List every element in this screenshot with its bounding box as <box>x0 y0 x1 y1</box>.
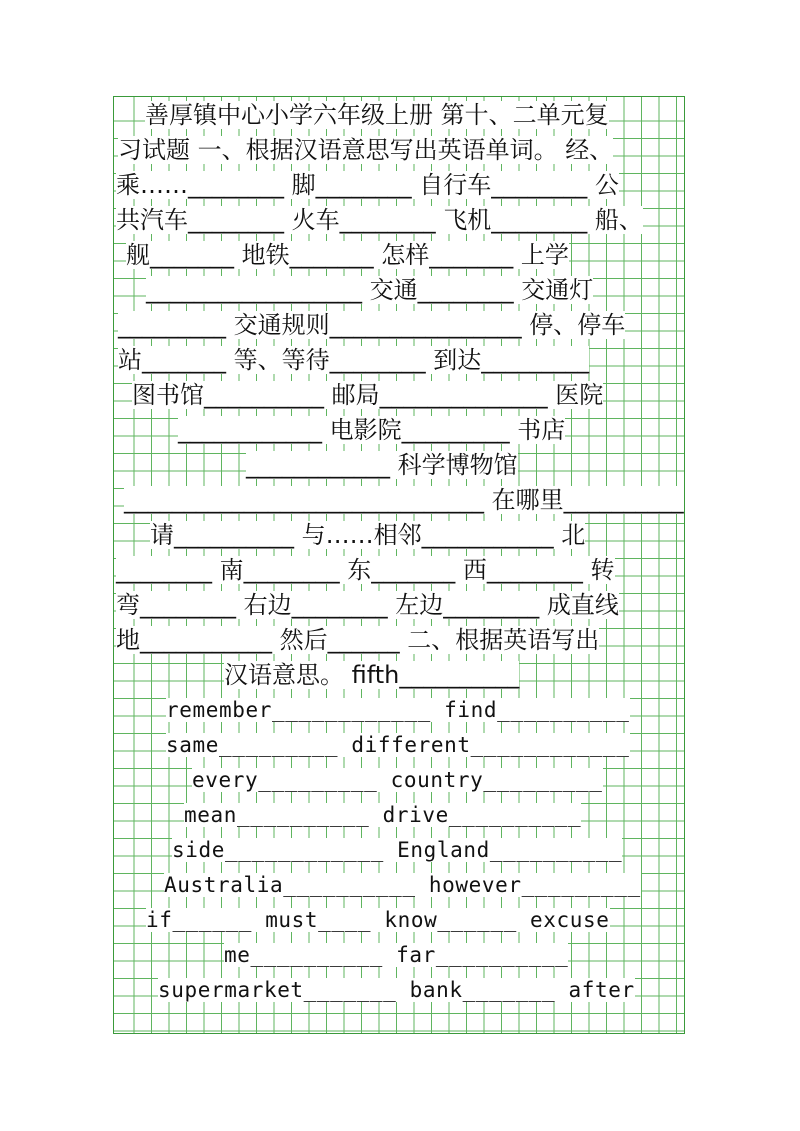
text-line-25: me__________ far__________ <box>224 943 569 967</box>
text-line-20: every_________ country_________ <box>192 768 603 792</box>
text-line-14: ________ 南________ 东_______ 西________ 转 <box>116 556 615 584</box>
text-line-9: 图书馆__________ 邮局______________ 医院 <box>132 381 604 409</box>
text-line-5: 舰_______ 地铁_______ 怎样_______ 上学 <box>126 241 569 269</box>
text-line-8: 站_______ 等、等待________ 到达_________ <box>118 346 590 374</box>
text-line-11: ____________ 科学博物馆 <box>246 451 518 479</box>
text-line-13: 请__________ 与……相邻___________ 北 <box>150 521 586 549</box>
text-line-10: ____________ 电影院_________ 书店 <box>178 416 566 444</box>
text-line-7: _________ 交通规则________________ 停、停车 <box>118 311 626 339</box>
text-line-6: __________________ 交通________ 交通灯 <box>146 276 594 304</box>
text-line-15: 弯________ 右边________ 左边________ 成直线 <box>116 591 619 619</box>
text-line-12: ______________________________ 在哪里__________ <box>124 486 684 514</box>
text-line-16: 地___________ 然后______ 二、根据英语写出 <box>116 626 600 654</box>
text-line-21: mean__________ drive__________ <box>184 803 582 827</box>
text-line-23: Australia__________ however_________ <box>164 873 641 897</box>
text-line-26: supermarket_______ bank_______ after <box>158 978 635 1002</box>
text-line-17: 汉语意思。 fifth__________ <box>224 661 520 689</box>
text-line-18: remember____________ find__________ <box>166 698 630 722</box>
text-line-4: 共汽车________ 火车________ 飞机________ 船、 <box>116 206 643 234</box>
text-line-1: 善厚镇中心小学六年级上册 第十、二单元复 <box>145 101 609 129</box>
text-line-19: same_________ different____________ <box>166 733 630 757</box>
text-line-24: if______ must____ know______ excuse <box>146 908 610 932</box>
text-line-2: 习试题 一、根据汉语意思写出英语单词。 经、 <box>118 136 614 164</box>
text-line-3: 乘……________ 脚________ 自行车________ 公 <box>116 171 619 199</box>
text-line-22: side____________ England__________ <box>172 838 623 862</box>
